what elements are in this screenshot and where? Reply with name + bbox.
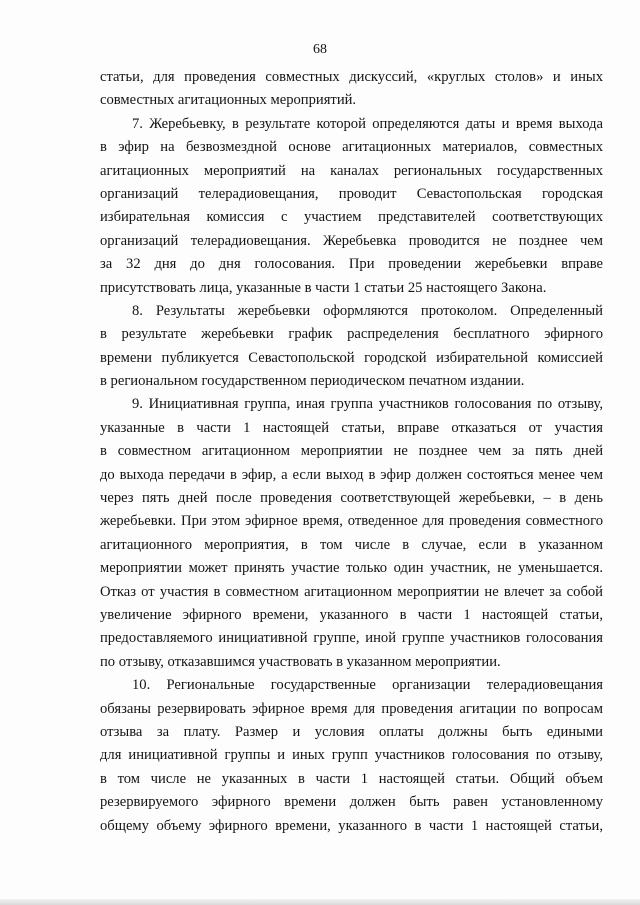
page-bottom-edge [0,899,640,905]
text-line: совместных агитационных мероприятий. [100,92,357,109]
text-line: агитационного мероприятия, в том числе в случае, если в указанном [100,536,603,553]
text-line: статьи, для проведения совместных дискуссий, «круглых столов» и иных [100,69,603,85]
page-number: 68 [313,42,327,57]
text-line: 10. Региональные государственные организации телерадиовещания [132,677,603,694]
text-line: избирательная комиссия с участием представителей соответствующих [100,209,603,226]
text-line: времени публикуется Севастопольской городской избирательной комиссией [100,349,603,366]
text-line: Отказ от участия в совместном агитационном мероприятии не влечет за собой [100,583,603,600]
text-line: агитационных мероприятий на каналах региональных государственных [100,162,603,179]
text-line: обязаны резервировать эфирное время для проведения агитации по вопросам [100,700,603,717]
text-line: присутствовать лица, указанные в части 1 статьи 25 настоящего Закона. [100,279,547,296]
text-line: организаций телерадиовещания. Жеребьевка проводится не позднее чем [100,232,603,249]
text-line: по отзыву, отказавшимся участвовать в указанном мероприятии. [100,653,501,670]
text-line: через пять дней после проведения соответствующей жеребьевки, – в день [100,490,603,507]
text-line: резервируемого эфирного времени должен быть равен установленному [100,794,603,811]
text-line: 9. Инициативная группа, иная группа участников голосования по отзыву, [132,396,603,413]
text-line: за 32 дня до дня голосования. При проведении жеребьевки вправе [100,256,603,273]
text-line: в совместном агитационном мероприятии не позднее чем за пять дней [100,443,603,460]
text-line: в результате жеребьевки график распределения бесплатного эфирного [100,326,603,343]
text-line: для инициативной группы и иных групп участников голосования по отзыву, [100,747,603,764]
text-line: указанные в части 1 настоящей статьи, вправе отказаться от участия [100,419,603,436]
text-line: отзыва за плату. Размер и условия оплаты должны быть едиными [100,723,603,740]
text-line: мероприятии может принять участие только один участник, не уменьшается. [100,560,603,577]
text-line: увеличение эфирного времени, указанного в части 1 настоящей статьи, [100,606,603,623]
text-line: предоставляемого инициативной группе, иной группе участников голосования [100,630,603,647]
text-line: 7. Жеребьевку, в результате которой определяются даты и время выхода [132,115,603,132]
text-line: жеребьевки. При этом эфирное время, отведенное для проведения совместного [100,513,603,530]
text-line: в региональном государственном периодическом печатном издании. [100,373,525,390]
text-line: организаций телерадиовещания, проводит Севастопольская городская [100,185,603,202]
text-line: 8. Результаты жеребьевки оформляются протоколом. Определенный [132,302,603,319]
text-line: в том числе не указанных в части 1 настоящей статьи. Общий объем [100,770,603,787]
text-line: в эфир на безвозмездной основе агитационных материалов, совместных [100,139,603,156]
text-line: до выхода передачи в эфир, а если выход в эфир должен состояться менее чем [100,466,603,483]
text-line: общему объему эфирного времени, указанного в части 1 настоящей статьи, [100,817,603,834]
body-text [100,66,603,838]
